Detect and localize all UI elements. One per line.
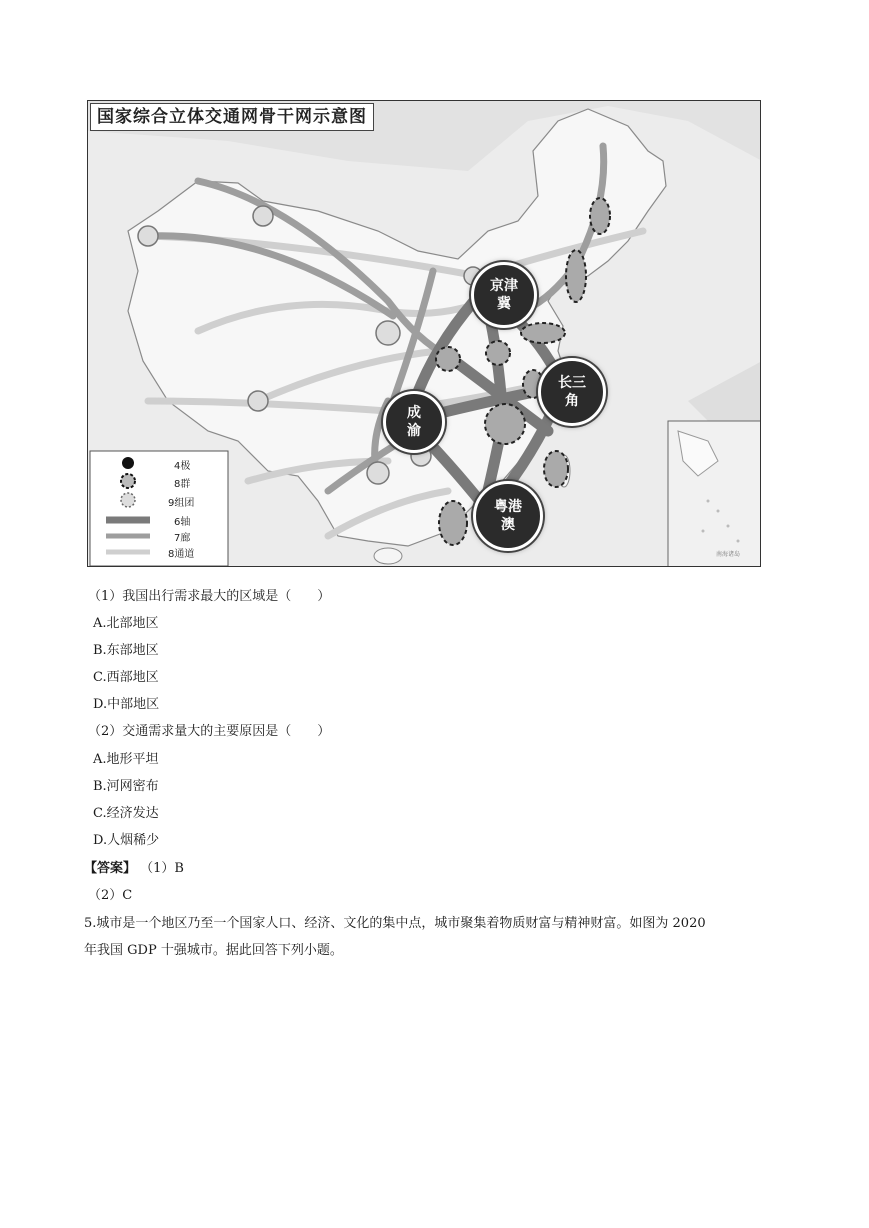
- legend-corridors-label: 7廊: [174, 533, 191, 544]
- hub-yuegangao: [473, 481, 543, 551]
- question-5-line-1: 5.城市是一个地区乃至一个国家人口、经济、文化的集中点，城市聚集着物质财富与精神财富。如图为 2020: [84, 916, 706, 931]
- q2-option-a: A.地形平坦: [93, 752, 159, 767]
- hub-changsanjiao: [538, 358, 606, 426]
- transport-network-map: [87, 100, 761, 567]
- answer-label: 【答案】: [84, 861, 137, 876]
- hub-yuegangao-label: 粤港 澳: [494, 499, 522, 533]
- hub-jingjinji: [471, 262, 537, 328]
- hub-jingjinji-label: 京津 冀: [490, 278, 518, 312]
- q2-stem: （2）交通需求量大的主要原因是（ ）: [88, 724, 331, 739]
- hub-changsanjiao-label: 长三 角: [558, 375, 586, 409]
- q1-option-b: B.东部地区: [93, 643, 159, 658]
- answer-2: （2）C: [88, 888, 133, 903]
- legend-poles-label: 4极: [174, 461, 191, 472]
- map-title: 国家综合立体交通网骨干网示意图: [90, 103, 374, 131]
- legend-axes-label: 6轴: [174, 517, 191, 528]
- q1-option-c: C.西部地区: [93, 670, 159, 685]
- q1-option-d: D.中部地区: [93, 697, 160, 712]
- answer-line: [84, 860, 184, 878]
- q2-option-b: B.河网密布: [93, 779, 159, 794]
- inset-label: 南海诸岛: [716, 551, 741, 558]
- legend-channels-label: 8通道: [168, 549, 195, 560]
- hub-chengyu-label: 成 渝: [407, 405, 421, 439]
- q2-option-c: C.经济发达: [93, 806, 159, 821]
- q1-option-a: A.北部地区: [93, 616, 159, 631]
- legend-clusters-label: 8群: [174, 479, 191, 490]
- question-5-line-2: 年我国 GDP 十强城市。据此回答下列小题。: [84, 943, 343, 958]
- q2-option-d: D.人烟稀少: [93, 833, 160, 848]
- legend-groups-label: 9组团: [168, 498, 195, 509]
- answer-1: （1）B: [140, 861, 184, 876]
- q1-stem: （1）我国出行需求最大的区域是（ ）: [88, 589, 331, 604]
- hub-chengyu: [383, 391, 445, 453]
